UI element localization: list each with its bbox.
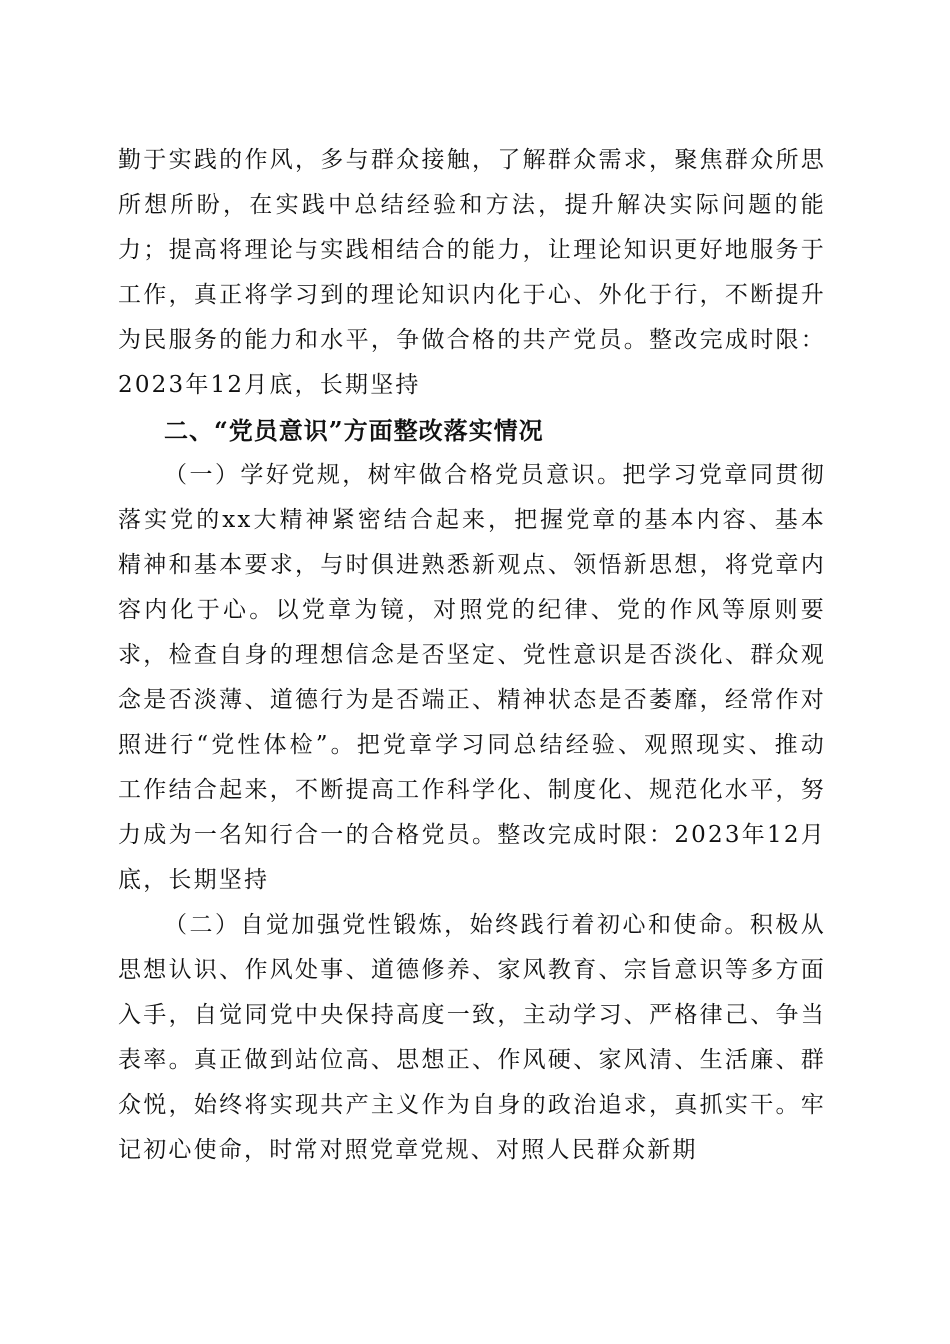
subsection-2-lead: （二）自觉加强党性锻炼，始终践行着初心和使命。 <box>164 912 750 938</box>
subsection-2-paragraph <box>118 903 826 1173</box>
subsection-2-body: 积极从思想认识、作风处事、道德修养、家风教育、宗旨意识等多方面入手，自觉同党中央保持高度一致，主动学习、严格律己、争当表率。真正做到站位高、思想正、作风硬、家风清、生活廉、群众悦，始终将实现共产主义作为自身的政治追求，真抓实干。牢记初心使命，时常对照党章党规、对照人民群众新期 <box>118 912 826 1163</box>
section-heading-2: 二、“党员意识”方面整改落实情况 <box>164 416 544 445</box>
subsection-1-paragraph <box>118 453 826 903</box>
document-page <box>118 138 826 1173</box>
subsection-1-body: 把学习党章同贯彻落实党的xx大精神紧密结合起来，把握党章的基本内容、基本精神和基本要求，与时俱进熟悉新观点、领悟新思想，将党章内容内化于心。以党章为镜，对照党的纪律、党的作风等原则要求，检查自身的理想信念是否坚定、党性意识是否淡化、群众观念是否淡薄、道德行为是否端正、精神状态是否萎靡，经常作对照进行“党性体检”。把党章学习同总结经验、观照现实、推动工作结合起来，不断提高工作科学化、制度化、规范化水平，努力成为一名知行合一的合格党员。整改完成时限：2023年12月底，长期坚持 <box>118 462 826 893</box>
paragraph-continued: 勤于实践的作风，多与群众接触，了解群众需求，聚焦群众所思所想所盼，在实践中总结经验和方法，提升解决实际问题的能力；提高将理论与实践相结合的能力，让理论知识更好地服务于工作，真正将学习到的理论知识内化于心、外化于行，不断提升为民服务的能力和水平，争做合格的共产党员。整改完成时限：2023年12月底，长期坚持 <box>118 147 826 398</box>
subsection-1-lead: （一）学好党规，树牢做合格党员意识。 <box>164 462 623 488</box>
